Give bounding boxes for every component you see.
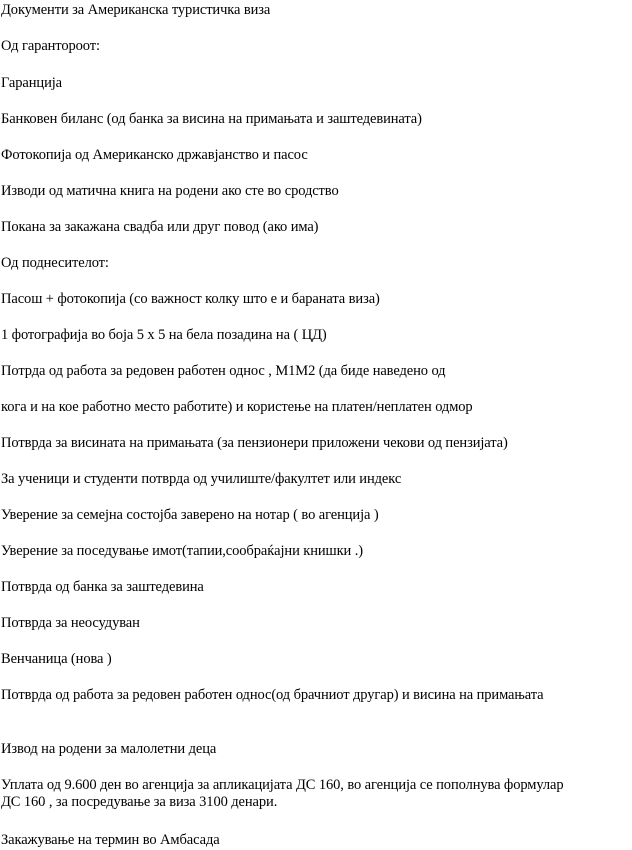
applicant-item: Потврда за неосудуван <box>1 615 140 631</box>
applicant-item: Уверение за поседување имот(тапии,сообраќајни книшки .) <box>1 543 363 559</box>
guarantor-item: Гаранција <box>1 75 62 91</box>
document-title: Документи за Американска туристичка виза <box>1 2 271 18</box>
guarantor-item: Покана за закажана свадба или друг повод (ако има) <box>1 219 319 235</box>
applicant-item: Венчаница (нова ) <box>1 651 112 667</box>
applicant-item: Уплата од 9.600 ден во агенција за апликацијата ДС 160, во агенција се пополнува формулар ДС 160 , за посредување за виза 3100 денари. <box>1 777 564 810</box>
applicant-item: Потврда од банка за заштедевина <box>1 579 204 595</box>
applicant-item: Уверение за семејна состојба заверено на нотар ( во агенција ) <box>1 507 379 523</box>
applicant-item: Пасош + фотокопија (со важност колку што е и бараната виза) <box>1 291 380 307</box>
applicant-heading: Од поднесителот: <box>1 255 109 271</box>
guarantor-item: Фотокопија од Американско државјанство и пасос <box>1 147 308 163</box>
applicant-item: Потрда од работа за редовен работен однос , М1М2 (да биде наведено од <box>1 363 446 379</box>
applicant-item: кога и на кое работно место работите) и користење на платен/неплатен одмор <box>1 399 473 415</box>
applicant-item: 1 фотографија во боја 5 х 5 на бела позадина на ( ЦД) <box>1 327 327 343</box>
applicant-item: Потврда за висината на примањата (за пензионери приложени чекови од пензијата) <box>1 435 508 451</box>
applicant-item: Извод на родени за малолетни деца <box>1 741 217 757</box>
guarantor-item: Изводи од матична книга на родени ако сте во сродство <box>1 183 339 199</box>
applicant-item: Потврда од работа за редовен работен однос(од брачниот другар) и висина на примањата <box>1 687 544 703</box>
applicant-item: За ученици и студенти потврда од училиште/факултет или индекс <box>1 471 402 487</box>
applicant-item: Закажување на термин во Амбасада <box>1 832 220 848</box>
guarantor-heading: Од гарантороот: <box>1 38 100 54</box>
guarantor-item: Банковен биланс (од банка за висина на примањата и заштедевината) <box>1 111 422 127</box>
